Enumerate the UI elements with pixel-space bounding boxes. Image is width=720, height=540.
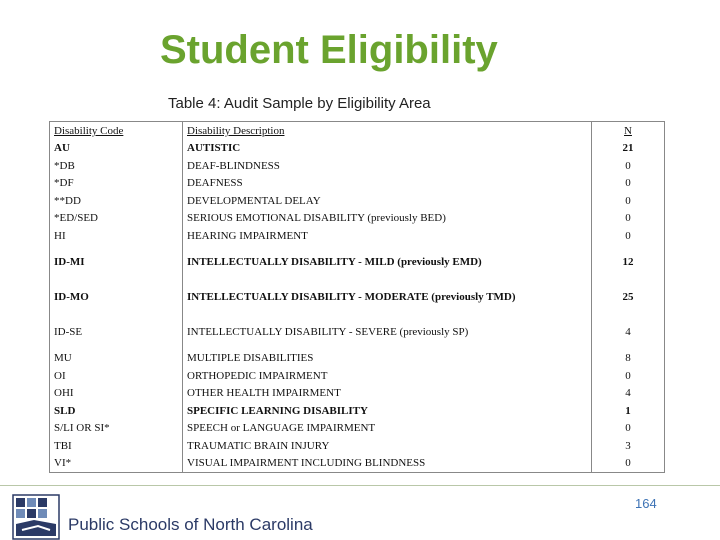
row-description: MULTIPLE DISABILITIES [183, 350, 592, 368]
row-code: S/LI OR SI* [50, 420, 183, 438]
table-row [50, 350, 665, 368]
row-description: OTHER HEALTH IMPAIRMENT [183, 385, 592, 403]
row-description: AUTISTIC [183, 140, 592, 158]
table-row [50, 175, 665, 193]
table-row [50, 437, 665, 455]
row-n: 4 [592, 385, 665, 403]
row-description: ORTHOPEDIC IMPAIRMENT [183, 367, 592, 385]
row-description: TRAUMATIC BRAIN INJURY [183, 437, 592, 455]
footer-divider [0, 485, 720, 486]
row-n: 1 [592, 402, 665, 420]
row-code: OI [50, 367, 183, 385]
row-code: TBI [50, 437, 183, 455]
row-description: SERIOUS EMOTIONAL DISABILITY (previously BED) [183, 210, 592, 228]
table-caption: Table 4: Audit Sample by Eligibility Area [168, 95, 431, 112]
table-row [50, 367, 665, 385]
table-row [50, 402, 665, 420]
row-n: 3 [592, 437, 665, 455]
row-code: MU [50, 350, 183, 368]
row-code: ID-MO [50, 280, 183, 315]
table-row [50, 245, 665, 280]
row-n: 0 [592, 227, 665, 245]
row-description: SPEECH or LANGUAGE IMPAIRMENT [183, 420, 592, 438]
row-description: INTELLECTUALLY DISABILITY - MODERATE (previously TMD) [183, 280, 592, 315]
row-code: **DD [50, 192, 183, 210]
row-description: DEVELOPMENTAL DELAY [183, 192, 592, 210]
page-title: Student Eligibility [160, 28, 498, 72]
row-code: VI* [50, 455, 183, 473]
column-header-n-label: N [624, 124, 632, 137]
row-n: 0 [592, 420, 665, 438]
row-description: INTELLECTUALLY DISABILITY - SEVERE (previously SP) [183, 315, 592, 350]
row-n: 0 [592, 210, 665, 228]
table-row [50, 210, 665, 228]
table-row [50, 227, 665, 245]
row-code: HI [50, 227, 183, 245]
table-row [50, 192, 665, 210]
table-row [50, 280, 665, 315]
row-code: *DB [50, 157, 183, 175]
row-description: SPECIFIC LEARNING DISABILITY [183, 402, 592, 420]
table-row [50, 455, 665, 473]
row-code: *ED/SED [50, 210, 183, 228]
eligibility-table [49, 121, 665, 473]
row-description: DEAF-BLINDNESS [183, 157, 592, 175]
row-description: HEARING IMPAIRMENT [183, 227, 592, 245]
column-header-description: Disability Description [183, 122, 592, 140]
row-description: INTELLECTUALLY DISABILITY - MILD (previously EMD) [183, 245, 592, 280]
table-row [50, 157, 665, 175]
organization-name: Public Schools of North Carolina [68, 515, 313, 534]
row-description: VISUAL IMPAIRMENT INCLUDING BLINDNESS [183, 455, 592, 473]
table-row [50, 315, 665, 350]
row-n: 0 [592, 192, 665, 210]
row-n: 12 [592, 245, 665, 280]
row-code: AU [50, 140, 183, 158]
row-n: 0 [592, 367, 665, 385]
row-description: DEAFNESS [183, 175, 592, 193]
table-header-row [50, 122, 665, 140]
row-code: OHI [50, 385, 183, 403]
row-n: 8 [592, 350, 665, 368]
row-n: 0 [592, 157, 665, 175]
nc-logo-icon [12, 494, 60, 540]
column-header-n [592, 122, 665, 140]
row-code: *DF [50, 175, 183, 193]
page-number: 164 [635, 496, 657, 511]
row-code: ID-SE [50, 315, 183, 350]
row-code: SLD [50, 402, 183, 420]
row-n: 0 [592, 455, 665, 473]
row-n: 21 [592, 140, 665, 158]
row-n: 0 [592, 175, 665, 193]
table-row [50, 140, 665, 158]
row-n: 4 [592, 315, 665, 350]
table-row [50, 420, 665, 438]
column-header-code: Disability Code [50, 122, 183, 140]
table-row [50, 385, 665, 403]
row-n: 25 [592, 280, 665, 315]
row-code: ID-MI [50, 245, 183, 280]
